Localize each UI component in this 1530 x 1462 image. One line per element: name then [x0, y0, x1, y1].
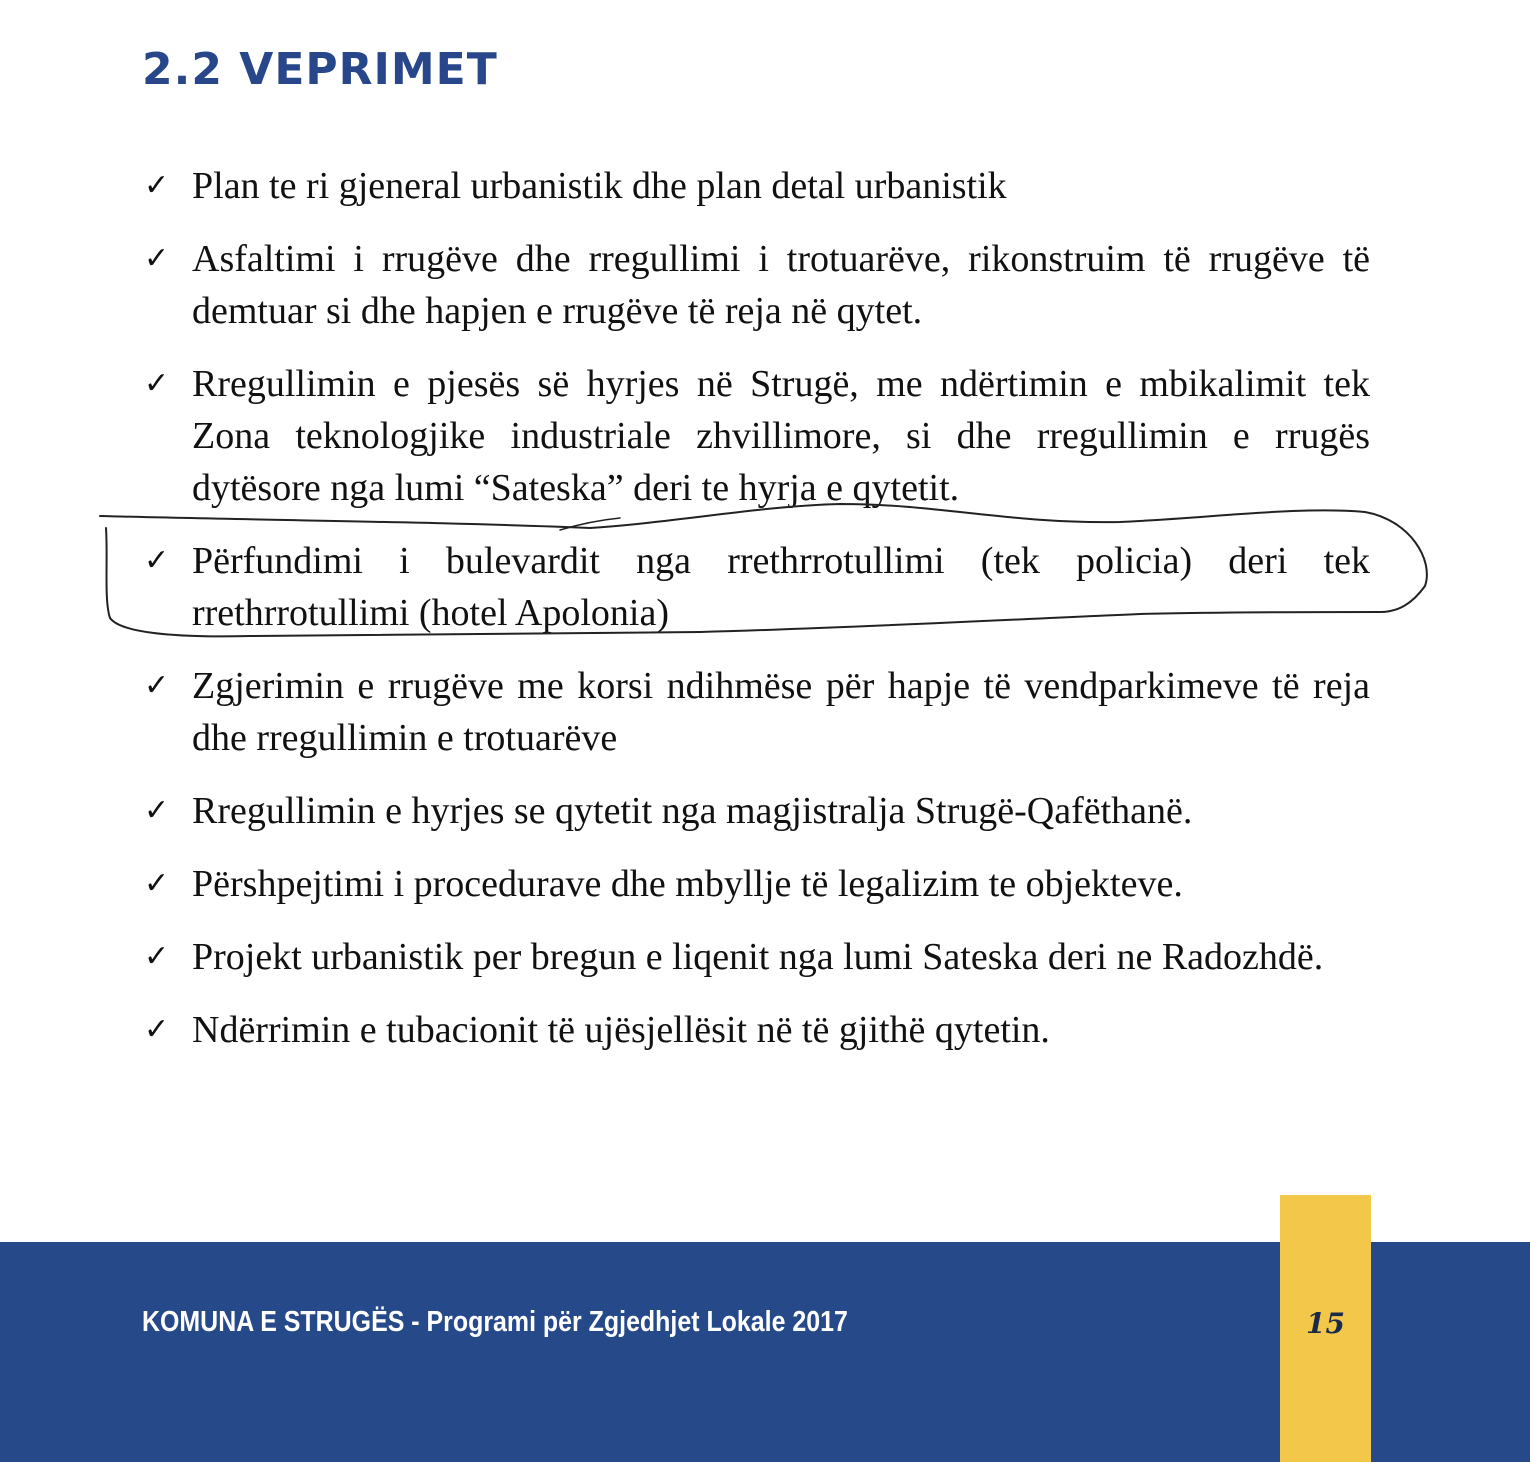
- footer-title: KOMUNA E STRUGËS - Programi për Zgjedhjet Lokale 2017: [142, 1306, 848, 1338]
- list-item-text: Projekt urbanistik per bregun e liqenit nga lumi Sateska deri ne Radozhdë.: [192, 936, 1324, 978]
- checkmark-icon: ✓: [144, 793, 170, 828]
- list-item: [142, 358, 1370, 514]
- checkmark-icon: ✓: [144, 366, 170, 401]
- list-item: [142, 160, 1370, 212]
- list-item-text: Rregullimin e pjesës së hyrjes në Strugë, me ndërtimin e mbikalimit tek Zona teknologjike industriale zhvillimore, si dhe rregullimin e rrugës dytësore nga lumi “Sateska” deri te hyrja e qytetit.: [192, 363, 1370, 509]
- list-item-text: Përfundimi i bulevardit nga rrethrrotullimi (tek policia) deri tek rrethrrotullimi (hotel Apolonia): [192, 540, 1370, 634]
- checkmark-icon: ✓: [144, 1012, 170, 1047]
- list-item: [142, 858, 1370, 910]
- checkmark-icon: ✓: [144, 543, 170, 578]
- checkmark-icon: ✓: [144, 168, 170, 203]
- checkmark-icon: ✓: [144, 866, 170, 901]
- list-item: [142, 233, 1370, 337]
- list-item-text: Rregullimin e hyrjes se qytetit nga magjistralja Strugë-Qafëthanë.: [192, 790, 1193, 832]
- list-item: [142, 1004, 1370, 1056]
- list-item: [142, 660, 1370, 764]
- list-item-text: Ndërrimin e tubacionit të ujësjellësit në të gjithë qytetin.: [192, 1009, 1050, 1051]
- list-item-text: Përshpejtimi i procedurave dhe mbyllje të legalizim te objekteve.: [192, 863, 1183, 905]
- list-item: [142, 785, 1370, 837]
- page-number: 15: [1306, 1307, 1345, 1340]
- checkmark-icon: ✓: [144, 241, 170, 276]
- checkmark-icon: ✓: [144, 668, 170, 703]
- list-item-text: Plan te ri gjeneral urbanistik dhe plan detal urbanistik: [192, 165, 1007, 207]
- list-item: [142, 931, 1370, 983]
- checkmark-icon: ✓: [144, 939, 170, 974]
- list-item-text: Asfaltimi i rrugëve dhe rregullimi i trotuarëve, rikonstruim të rrugëve të demtuar si dhe hapjen e rrugëve të reja në qytet.: [192, 238, 1370, 332]
- page-number-tab: [1280, 1195, 1371, 1462]
- action-list: [142, 160, 1370, 1077]
- list-item-text: Zgjerimin e rrugëve me korsi ndihmëse për hapje të vendparkimeve të reja dhe rregullimin e trotuarëve: [192, 665, 1370, 759]
- section-title: 2.2 VEPRIMET: [142, 44, 498, 95]
- list-item-circled: [142, 535, 1370, 639]
